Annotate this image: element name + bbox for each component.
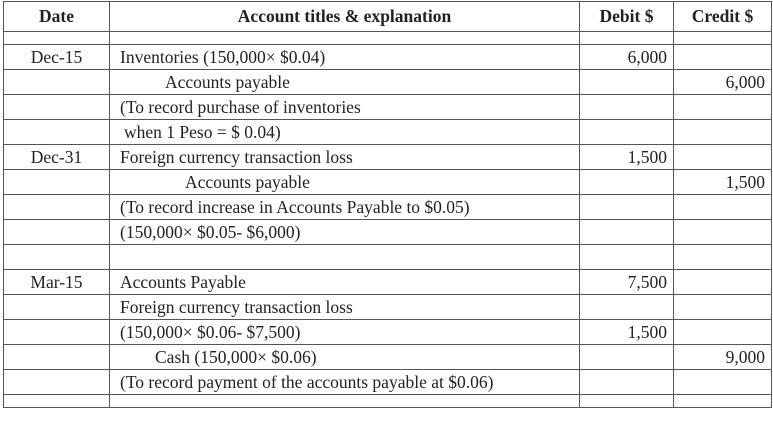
row-date: Dec-31 bbox=[4, 145, 110, 170]
row-debit: 6,000 bbox=[580, 45, 674, 70]
row-date bbox=[4, 245, 110, 270]
row-date bbox=[4, 370, 110, 395]
row-account: Foreign currency transaction loss bbox=[110, 295, 580, 320]
row-account: when 1 Peso = $ 0.04) bbox=[110, 120, 580, 145]
row-debit bbox=[580, 295, 674, 320]
row-debit bbox=[580, 245, 674, 270]
row-credit bbox=[674, 220, 772, 245]
table-row bbox=[4, 395, 772, 408]
row-account: (150,000× $0.05- $6,000) bbox=[110, 220, 580, 245]
table-row bbox=[4, 70, 772, 95]
row-debit: 7,500 bbox=[580, 270, 674, 295]
row-debit bbox=[580, 95, 674, 120]
table-header-row bbox=[4, 2, 772, 32]
row-credit bbox=[674, 145, 772, 170]
row-date bbox=[4, 32, 110, 45]
row-credit bbox=[674, 95, 772, 120]
row-date bbox=[4, 170, 110, 195]
row-credit bbox=[674, 270, 772, 295]
table-row bbox=[4, 345, 772, 370]
row-date bbox=[4, 320, 110, 345]
row-credit bbox=[674, 395, 772, 408]
row-date bbox=[4, 295, 110, 320]
header-date: Date bbox=[4, 2, 110, 32]
table-row bbox=[4, 370, 772, 395]
row-date bbox=[4, 395, 110, 408]
row-credit bbox=[674, 195, 772, 220]
table-row bbox=[4, 170, 772, 195]
row-date bbox=[4, 120, 110, 145]
row-debit bbox=[580, 32, 674, 45]
row-debit bbox=[580, 395, 674, 408]
row-debit: 1,500 bbox=[580, 145, 674, 170]
row-debit: 1,500 bbox=[580, 320, 674, 345]
row-date bbox=[4, 70, 110, 95]
row-account bbox=[110, 395, 580, 408]
table-row bbox=[4, 32, 772, 45]
row-date bbox=[4, 345, 110, 370]
row-credit bbox=[674, 320, 772, 345]
table-row bbox=[4, 245, 772, 270]
header-credit: Credit $ bbox=[674, 2, 772, 32]
row-date bbox=[4, 195, 110, 220]
row-account bbox=[110, 245, 580, 270]
row-account: Inventories (150,000× $0.04) bbox=[110, 45, 580, 70]
row-debit bbox=[580, 120, 674, 145]
table-row bbox=[4, 195, 772, 220]
row-account: Cash (150,000× $0.06) bbox=[110, 345, 580, 370]
row-account: Foreign currency transaction loss bbox=[110, 145, 580, 170]
table-row bbox=[4, 295, 772, 320]
row-account: Accounts Payable bbox=[110, 270, 580, 295]
table-row bbox=[4, 270, 772, 295]
row-credit bbox=[674, 295, 772, 320]
row-date: Dec-15 bbox=[4, 45, 110, 70]
row-account: (150,000× $0.06- $7,500) bbox=[110, 320, 580, 345]
row-credit bbox=[674, 245, 772, 270]
row-account bbox=[110, 32, 580, 45]
row-debit bbox=[580, 195, 674, 220]
row-credit: 6,000 bbox=[674, 70, 772, 95]
row-credit bbox=[674, 32, 772, 45]
row-credit bbox=[674, 370, 772, 395]
table-row bbox=[4, 145, 772, 170]
row-credit bbox=[674, 120, 772, 145]
table-row bbox=[4, 95, 772, 120]
row-debit bbox=[580, 170, 674, 195]
table-row bbox=[4, 120, 772, 145]
header-debit: Debit $ bbox=[580, 2, 674, 32]
row-date: Mar-15 bbox=[4, 270, 110, 295]
row-debit bbox=[580, 345, 674, 370]
journal-entry-table bbox=[3, 1, 772, 408]
row-account: (To record purchase of inventories bbox=[110, 95, 580, 120]
row-credit bbox=[674, 45, 772, 70]
table-row bbox=[4, 220, 772, 245]
table-row bbox=[4, 45, 772, 70]
table-row bbox=[4, 320, 772, 345]
row-date bbox=[4, 220, 110, 245]
row-account: (To record payment of the accounts payable at $0.06) bbox=[110, 370, 580, 395]
row-debit bbox=[580, 220, 674, 245]
row-account: (To record increase in Accounts Payable to $0.05) bbox=[110, 195, 580, 220]
row-account: Accounts payable bbox=[110, 70, 580, 95]
row-date bbox=[4, 95, 110, 120]
row-credit: 9,000 bbox=[674, 345, 772, 370]
row-credit: 1,500 bbox=[674, 170, 772, 195]
row-debit bbox=[580, 70, 674, 95]
row-account: Accounts payable bbox=[110, 170, 580, 195]
header-account: Account titles & explanation bbox=[110, 2, 580, 32]
row-debit bbox=[580, 370, 674, 395]
